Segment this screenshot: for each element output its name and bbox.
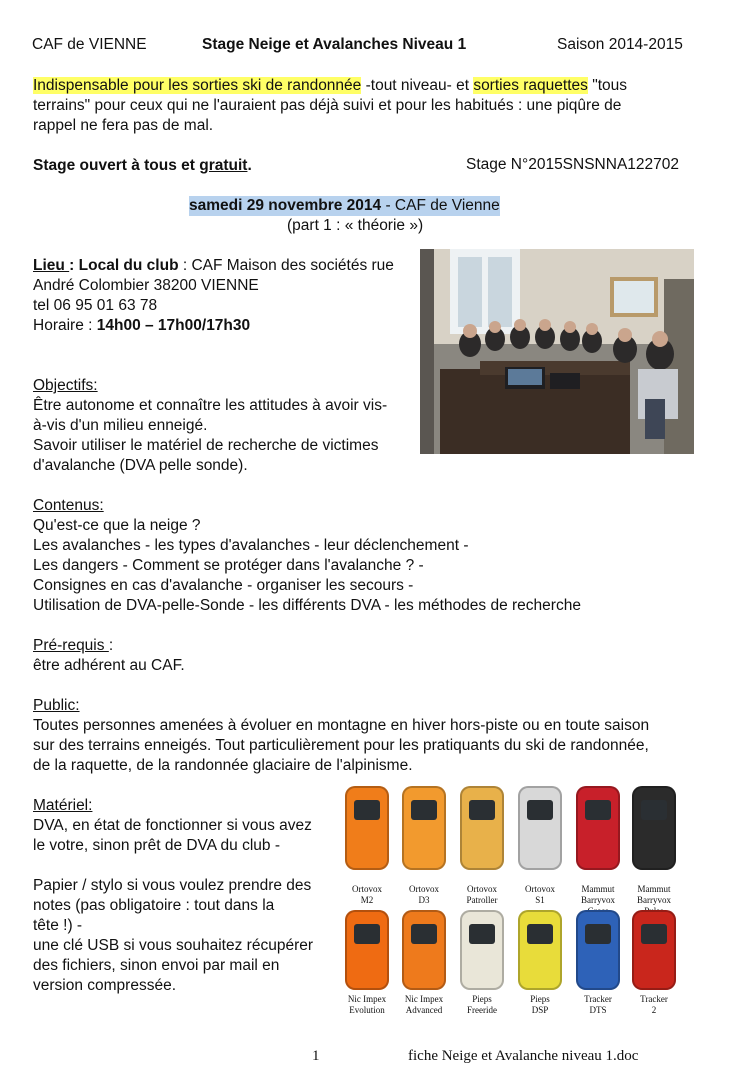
highlight-raquettes: sorties raquettes — [473, 77, 588, 94]
prerequis-colon: : — [108, 637, 114, 654]
objectifs-line: d'avalanche (DVA pelle sonde). — [33, 457, 248, 474]
intro-line-1 — [33, 76, 627, 96]
lieu-label: Lieu — [33, 257, 70, 274]
dva-screen — [469, 924, 495, 944]
materiel-line: une clé USB si vous souhaitez récupérer — [33, 937, 314, 954]
intro-text: -tout niveau- et — [361, 77, 474, 94]
dva-screen — [411, 924, 437, 944]
dva-device-image — [632, 786, 676, 870]
dva-screen — [411, 800, 437, 820]
public-line: de la raquette, de la randonnée glaciaire de l'alpinisme. — [33, 757, 413, 774]
dva-brand: Nic Impex — [404, 994, 444, 1004]
lieu-sep: : — [69, 257, 79, 274]
dva-model: 2 — [651, 1005, 657, 1015]
lieu-tel: tel 06 95 01 63 78 — [33, 297, 158, 314]
date-place: - CAF de Vienne — [381, 197, 500, 214]
dva-model: Evolution — [349, 1005, 385, 1015]
dva-caption — [452, 994, 512, 1016]
lieu-place-rest: : CAF Maison des sociétés rue — [178, 257, 394, 274]
intro-text-end: "tous — [587, 77, 628, 94]
public-title: Public: — [33, 697, 80, 714]
dva-caption — [510, 994, 570, 1016]
classroom-photo — [420, 249, 694, 454]
lieu-line — [33, 256, 394, 276]
dva-device-image — [576, 910, 620, 990]
open-line — [33, 156, 252, 176]
dva-caption — [510, 884, 570, 906]
gratuit-word: gratuit — [199, 157, 248, 174]
date-part: (part 1 : « théorie ») — [287, 217, 424, 234]
materiel-line: Papier / stylo si vous voulez prendre des — [33, 877, 312, 894]
stage-number: Stage N°2015SNSNNA122702 — [466, 156, 680, 173]
dva-brand: Mammut Barryvox — [637, 884, 671, 905]
dva-caption — [452, 884, 512, 906]
dva-model: DTS — [589, 1005, 607, 1015]
dva-device-image — [402, 910, 446, 990]
dva-brand: Nic Impex — [347, 994, 387, 1004]
footer-filename: fiche Neige et Avalanche niveau 1.doc — [408, 1048, 639, 1064]
materiel-line: des fichiers, sinon envoi par mail en — [33, 957, 280, 974]
materiel-line: version compressée. — [33, 977, 177, 994]
dva-screen — [469, 800, 495, 820]
dva-device-image — [345, 910, 389, 990]
dva-device-image — [576, 786, 620, 870]
horaire-label: Horaire : — [33, 317, 97, 334]
dva-caption — [394, 884, 454, 906]
dva-brand: Pieps — [472, 994, 492, 1004]
dva-model: M2 — [360, 895, 374, 905]
prerequis-line: être adhérent au CAF. — [33, 657, 185, 674]
date-bold: samedi 29 novembre 2014 — [189, 197, 382, 214]
dva-caption — [337, 884, 397, 906]
header-season: Saison 2014-2015 — [557, 36, 683, 53]
horaire-value: 14h00 – 17h00/17h30 — [96, 317, 251, 334]
dva-caption — [337, 994, 397, 1016]
dva-screen — [641, 800, 667, 820]
prerequis-title: Pré-requis — [33, 637, 109, 654]
materiel-line: notes (pas obligatoire : tout dans la — [33, 897, 275, 914]
dva-model: S1 — [535, 895, 545, 905]
objectifs-line: Savoir utiliser le matériel de recherche de victimes — [33, 437, 379, 454]
contenus-line: Les dangers - Comment se protéger dans l'avalanche ? - — [33, 557, 424, 574]
dva-screen — [585, 800, 611, 820]
contenus-line: Qu'est-ce que la neige ? — [33, 517, 201, 534]
highlight-ski: Indispensable pour les sorties ski de randonnée — [33, 77, 362, 94]
objectifs-line: Être autonome et connaître les attitudes à avoir vis- — [33, 397, 388, 414]
dva-caption — [568, 994, 628, 1016]
dva-screen — [527, 924, 553, 944]
page-number: 1 — [312, 1048, 320, 1064]
intro-line-2: terrains" pour ceux qui ne l'auraient pas déjà suivi et pour les habitués : une piqûre de — [33, 97, 622, 114]
dva-model: DSP — [531, 1005, 549, 1015]
dva-model: Freeride — [467, 1005, 497, 1015]
dva-screen — [527, 800, 553, 820]
dva-brand: Tracker — [640, 994, 668, 1004]
lieu-address: André Colombier 38200 VIENNE — [33, 277, 259, 294]
dva-caption — [394, 994, 454, 1016]
materiel-line: tête !) - — [33, 917, 83, 934]
dva-screen — [354, 924, 380, 944]
dva-brand: Ortovox — [467, 884, 497, 894]
objectifs-title: Objectifs: — [33, 377, 98, 394]
dva-brand: Ortovox — [525, 884, 555, 894]
materiel-title: Matériel: — [33, 797, 93, 814]
intro-line-3: rappel ne fera pas de mal. — [33, 117, 214, 134]
dva-brand: Ortovox — [409, 884, 439, 894]
dva-model: Advanced — [405, 1005, 443, 1015]
contenus-line: Utilisation de DVA-pelle-Sonde - les différents DVA - les méthodes de recherche — [33, 597, 581, 614]
lieu-place: Local du club — [78, 257, 179, 274]
horaire-line — [33, 316, 250, 336]
dva-screen — [354, 800, 380, 820]
dva-brand: Tracker — [584, 994, 612, 1004]
contenus-line: Les avalanches - les types d'avalanches - leur déclenchement - — [33, 537, 469, 554]
date-line — [189, 196, 500, 216]
dva-screen — [585, 924, 611, 944]
dva-model: D3 — [418, 895, 430, 905]
contenus-line: Consignes en cas d'avalanche - organiser les secours - — [33, 577, 414, 594]
dva-device-image — [632, 910, 676, 990]
dva-brand: Pieps — [530, 994, 550, 1004]
dva-device-image — [518, 910, 562, 990]
contenus-title: Contenus: — [33, 497, 104, 514]
header-title: Stage Neige et Avalanches Niveau 1 — [202, 36, 467, 53]
dva-screen — [641, 924, 667, 944]
dva-device-image — [518, 786, 562, 870]
dva-device-image — [460, 786, 504, 870]
objectifs-line: à-vis d'un milieu enneigé. — [33, 417, 208, 434]
dva-brand: Ortovox — [352, 884, 382, 894]
dva-device-image — [460, 910, 504, 990]
dva-device-image — [402, 786, 446, 870]
open-text: Stage ouvert à tous et — [33, 157, 200, 174]
public-line: Toutes personnes amenées à évoluer en montagne en hiver hors-piste ou en toute saison — [33, 717, 650, 734]
prerequis-title-line — [33, 636, 113, 656]
dva-model: Patroller — [466, 895, 498, 905]
materiel-line: le votre, sinon prêt de DVA du club - — [33, 837, 280, 854]
materiel-line: DVA, en état de fonctionner si vous avez — [33, 817, 312, 834]
dva-caption — [624, 994, 684, 1016]
dva-device-image — [345, 786, 389, 870]
open-dot: . — [247, 157, 252, 174]
dva-brand: Mammut Barryvox — [581, 884, 615, 905]
header-org: CAF de VIENNE — [32, 36, 147, 53]
public-line: sur des terrains enneigés. Tout particulièrement pour les pratiquants du ski de randonnée, — [33, 737, 649, 754]
